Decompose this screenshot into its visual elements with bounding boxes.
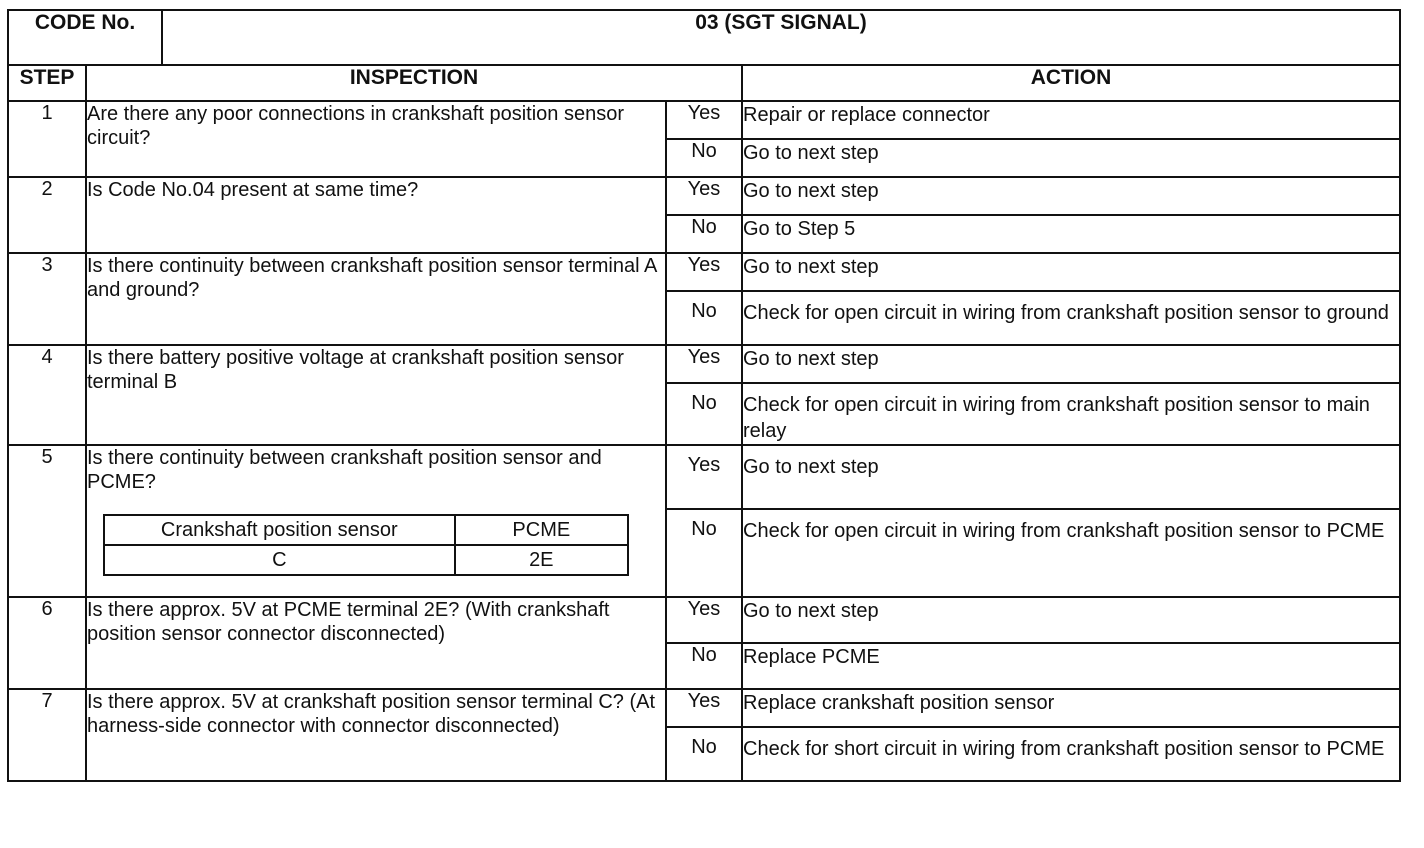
terminal-value-pcme: 2E [455,545,628,575]
table-row [8,689,1400,727]
yes-action: Go to next step [742,597,1400,643]
step-header: STEP [8,65,86,101]
yes-label: Yes [666,345,742,383]
no-action: Replace PCME [742,643,1400,689]
table-row [8,253,1400,291]
step-number: 3 [8,253,86,345]
yes-action: Go to next step [742,253,1400,291]
code-label: CODE No. [8,10,162,65]
yes-action: Replace crankshaft position sensor [742,689,1400,727]
action-header: ACTION [742,65,1400,101]
no-label: No [666,139,742,177]
inspection-text: Is there approx. 5V at PCME terminal 2E? (With crankshaft position sensor connector disconnected) [86,597,666,689]
step-number: 6 [8,597,86,689]
yes-action: Go to next step [742,177,1400,215]
table-row [8,597,1400,643]
table-row [8,445,1400,509]
table-row [8,177,1400,215]
no-action: Check for open circuit in wiring from crankshaft position sensor to ground [742,291,1400,345]
step-number: 7 [8,689,86,781]
yes-label: Yes [666,689,742,727]
no-action: Check for short circuit in wiring from crankshaft position sensor to PCME [742,727,1400,781]
code-value: 03 (SGT SIGNAL) [162,10,1400,65]
inspection-cell [86,445,666,597]
yes-label: Yes [666,253,742,291]
terminal-table [103,514,629,576]
no-label: No [666,291,742,345]
inspection-header: INSPECTION [86,65,742,101]
terminal-header-pcme: PCME [455,515,628,545]
step-number: 4 [8,345,86,445]
code-row [8,10,1400,65]
terminal-value-sensor: C [104,545,455,575]
inspection-text: Is there continuity between crankshaft position sensor terminal A and ground? [86,253,666,345]
no-label: No [666,727,742,781]
no-label: No [666,383,742,445]
yes-label: Yes [666,177,742,215]
step-number: 2 [8,177,86,253]
inspection-text: Is there battery positive voltage at crankshaft position sensor terminal B [86,345,666,445]
table-row [8,101,1400,139]
table-row [8,345,1400,383]
header-row [8,65,1400,101]
yes-label: Yes [666,597,742,643]
no-action: Check for open circuit in wiring from crankshaft position sensor to PCME [742,509,1400,597]
inspection-text: Is Code No.04 present at same time? [86,177,666,253]
diagnostic-table [7,9,1401,782]
inspection-text: Are there any poor connections in crankshaft position sensor circuit? [86,101,666,177]
yes-label: Yes [666,101,742,139]
no-label: No [666,215,742,253]
inspection-text: Is there approx. 5V at crankshaft position sensor terminal C? (At harness-side connector with connector disconnected) [86,689,666,781]
diagnostic-sheet [7,9,1399,782]
no-label: No [666,509,742,597]
yes-action: Go to next step [742,345,1400,383]
terminal-header-sensor: Crankshaft position sensor [104,515,455,545]
no-action: Check for open circuit in wiring from crankshaft position sensor to main relay [742,383,1400,445]
no-label: No [666,643,742,689]
yes-label: Yes [666,445,742,509]
yes-action: Repair or replace connector [742,101,1400,139]
yes-action: Go to next step [742,445,1400,509]
step-number: 1 [8,101,86,177]
step-number: 5 [8,445,86,597]
inspection-text: Is there continuity between crankshaft position sensor and PCME? [87,447,602,493]
no-action: Go to Step 5 [742,215,1400,253]
no-action: Go to next step [742,139,1400,177]
